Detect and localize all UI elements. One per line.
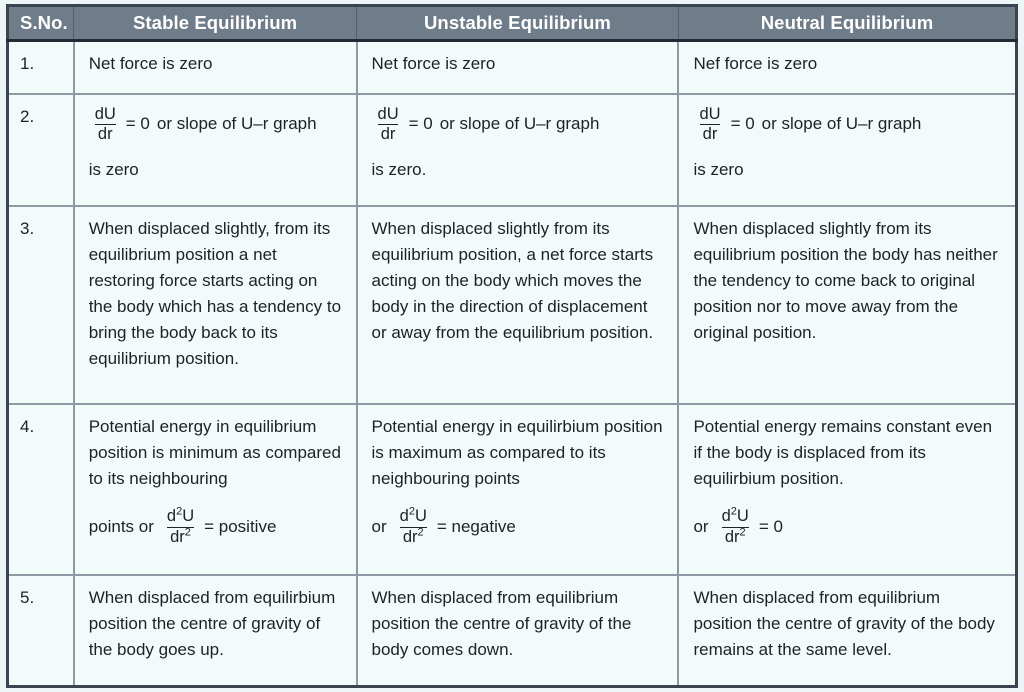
row-number: 5. bbox=[8, 575, 74, 686]
fraction-denominator bbox=[400, 527, 427, 546]
formula-tail-text: or slope of U–r graph bbox=[761, 114, 922, 134]
fraction-denominator: dr bbox=[700, 124, 721, 143]
formula-du-dr bbox=[693, 106, 1003, 144]
cell-text: When displaced slightly from its equilibrium position, a net force starts acting on the body which moves the body in the direction of displacement or away from the equilibrium position. bbox=[371, 219, 654, 343]
relation-operator: = positive bbox=[204, 517, 277, 537]
relation-operator: = 0 bbox=[125, 114, 150, 134]
fraction-denominator-base: dr bbox=[402, 527, 418, 546]
fraction-numerator: dU bbox=[377, 104, 399, 123]
relation-operator: = 0 bbox=[730, 114, 755, 134]
fraction-denominator bbox=[722, 527, 749, 546]
cell-unstable-4 bbox=[357, 404, 679, 575]
fraction-denominator-exponent: 2 bbox=[417, 526, 424, 539]
cell-neutral-4 bbox=[678, 404, 1016, 575]
fraction-numerator-base: d bbox=[166, 507, 177, 526]
cell-text: Net force is zero bbox=[371, 54, 496, 73]
header-row bbox=[8, 6, 1017, 41]
table-row bbox=[8, 206, 1017, 404]
fraction-denominator-base: dr bbox=[724, 527, 740, 546]
cell-text: Net force is zero bbox=[88, 54, 213, 73]
table-header bbox=[8, 6, 1017, 41]
cell-stable-2 bbox=[74, 94, 357, 207]
relation-operator: = negative bbox=[436, 517, 516, 537]
cell-second-line: is zero. bbox=[371, 160, 427, 180]
fraction-numerator bbox=[397, 505, 430, 526]
row-number: 3. bbox=[8, 206, 74, 404]
cell-unstable-3 bbox=[357, 206, 679, 404]
column-header-neutral-equilibrium: Neutral Equilibrium bbox=[678, 6, 1016, 41]
cell-text: When displaced from equilibrium position the centre of gravity of the body remains at the same level. bbox=[693, 588, 995, 660]
cell-text: When displaced from equilirbium position the centre of gravity of the body goes up. bbox=[88, 588, 336, 660]
fraction bbox=[92, 106, 119, 144]
cell-text: Nef force is zero bbox=[693, 54, 818, 73]
fraction-numerator-exponent: 2 bbox=[730, 505, 737, 518]
table-body bbox=[8, 41, 1017, 687]
row-number: 4. bbox=[8, 404, 74, 575]
fraction-numerator-base: d bbox=[721, 507, 731, 526]
cell-neutral-5 bbox=[678, 575, 1016, 686]
cell-text: Potential energy in equilirbium position is maximum as compared to its neighbouring points bbox=[371, 417, 663, 489]
formula-lead-text: points or bbox=[88, 517, 154, 537]
relation-operator: = 0 bbox=[758, 517, 783, 537]
formula-du-dr bbox=[372, 106, 666, 144]
table-row bbox=[8, 404, 1017, 575]
fraction bbox=[164, 505, 197, 546]
fraction-denominator bbox=[167, 527, 194, 546]
column-header-unstable-equilibrium: Unstable Equilibrium bbox=[357, 6, 679, 41]
cell-neutral-3 bbox=[678, 206, 1016, 404]
cell-stable-5 bbox=[74, 575, 357, 686]
table-row bbox=[8, 41, 1017, 94]
table-row bbox=[8, 94, 1017, 207]
fraction-denominator-exponent: 2 bbox=[739, 526, 746, 539]
cell-stable-1 bbox=[74, 41, 357, 94]
cell-second-line: is zero bbox=[693, 160, 744, 180]
fraction bbox=[719, 505, 752, 546]
fraction-numerator: dU bbox=[699, 104, 721, 123]
cell-text: Potential energy remains constant even if the body is displaced from its equilirbium position. bbox=[693, 417, 993, 489]
formula-lead-text: or bbox=[371, 517, 387, 537]
fraction bbox=[696, 106, 723, 144]
cell-text: Potential energy in equilibrium position is minimum as compared to its neighbouring bbox=[88, 417, 341, 489]
fraction bbox=[375, 106, 402, 144]
fraction-numerator-tail: U bbox=[414, 507, 427, 526]
fraction-numerator bbox=[164, 505, 197, 526]
cell-text: When displaced slightly from its equilibrium position the body has neither the tendency to come back to original position nor to move away from the original position. bbox=[693, 219, 998, 343]
column-header-stable-equilibrium: Stable Equilibrium bbox=[74, 6, 357, 41]
fraction-numerator-exponent: 2 bbox=[176, 505, 183, 518]
cell-text: When displaced slightly, from its equilibrium position a net restoring force starts acting on the body which has a tendency to bring the body back to its equilibrium position. bbox=[88, 219, 342, 369]
fraction-numerator-exponent: 2 bbox=[408, 505, 415, 518]
formula-lead-text: or bbox=[693, 517, 709, 537]
fraction-denominator: dr bbox=[378, 124, 399, 143]
cell-neutral-1 bbox=[678, 41, 1016, 94]
formula-du-dr bbox=[89, 106, 344, 144]
formula-d2u-dr2 bbox=[88, 505, 344, 546]
cell-unstable-2 bbox=[357, 94, 679, 207]
fraction-denominator-exponent: 2 bbox=[184, 526, 191, 539]
formula-tail-text: or slope of U–r graph bbox=[439, 114, 600, 134]
fraction-numerator-tail: U bbox=[736, 507, 749, 526]
cell-neutral-2 bbox=[678, 94, 1016, 207]
fraction-denominator-base: dr bbox=[170, 527, 185, 546]
cell-stable-4 bbox=[74, 404, 357, 575]
cell-second-line: is zero bbox=[88, 160, 139, 180]
cell-unstable-1 bbox=[357, 41, 679, 94]
column-header-sno: S.No. bbox=[8, 6, 74, 41]
fraction-denominator: dr bbox=[95, 124, 116, 143]
fraction-numerator-base: d bbox=[399, 507, 409, 526]
formula-tail-text: or slope of U–r graph bbox=[156, 114, 317, 134]
cell-stable-3 bbox=[74, 206, 357, 404]
relation-operator: = 0 bbox=[408, 114, 433, 134]
fraction-numerator-tail: U bbox=[182, 507, 195, 526]
fraction bbox=[397, 505, 430, 546]
row-number: 1. bbox=[8, 41, 74, 94]
equilibrium-comparison-table bbox=[6, 4, 1018, 688]
formula-d2u-dr2 bbox=[371, 505, 666, 546]
row-number: 2. bbox=[8, 94, 74, 207]
cell-unstable-5 bbox=[357, 575, 679, 686]
cell-text: When displaced from equilibrium position the centre of gravity of the body comes down. bbox=[371, 588, 632, 660]
fraction-numerator bbox=[719, 505, 752, 526]
fraction-numerator: dU bbox=[94, 104, 116, 123]
formula-d2u-dr2 bbox=[693, 505, 1003, 546]
table-row bbox=[8, 575, 1017, 686]
